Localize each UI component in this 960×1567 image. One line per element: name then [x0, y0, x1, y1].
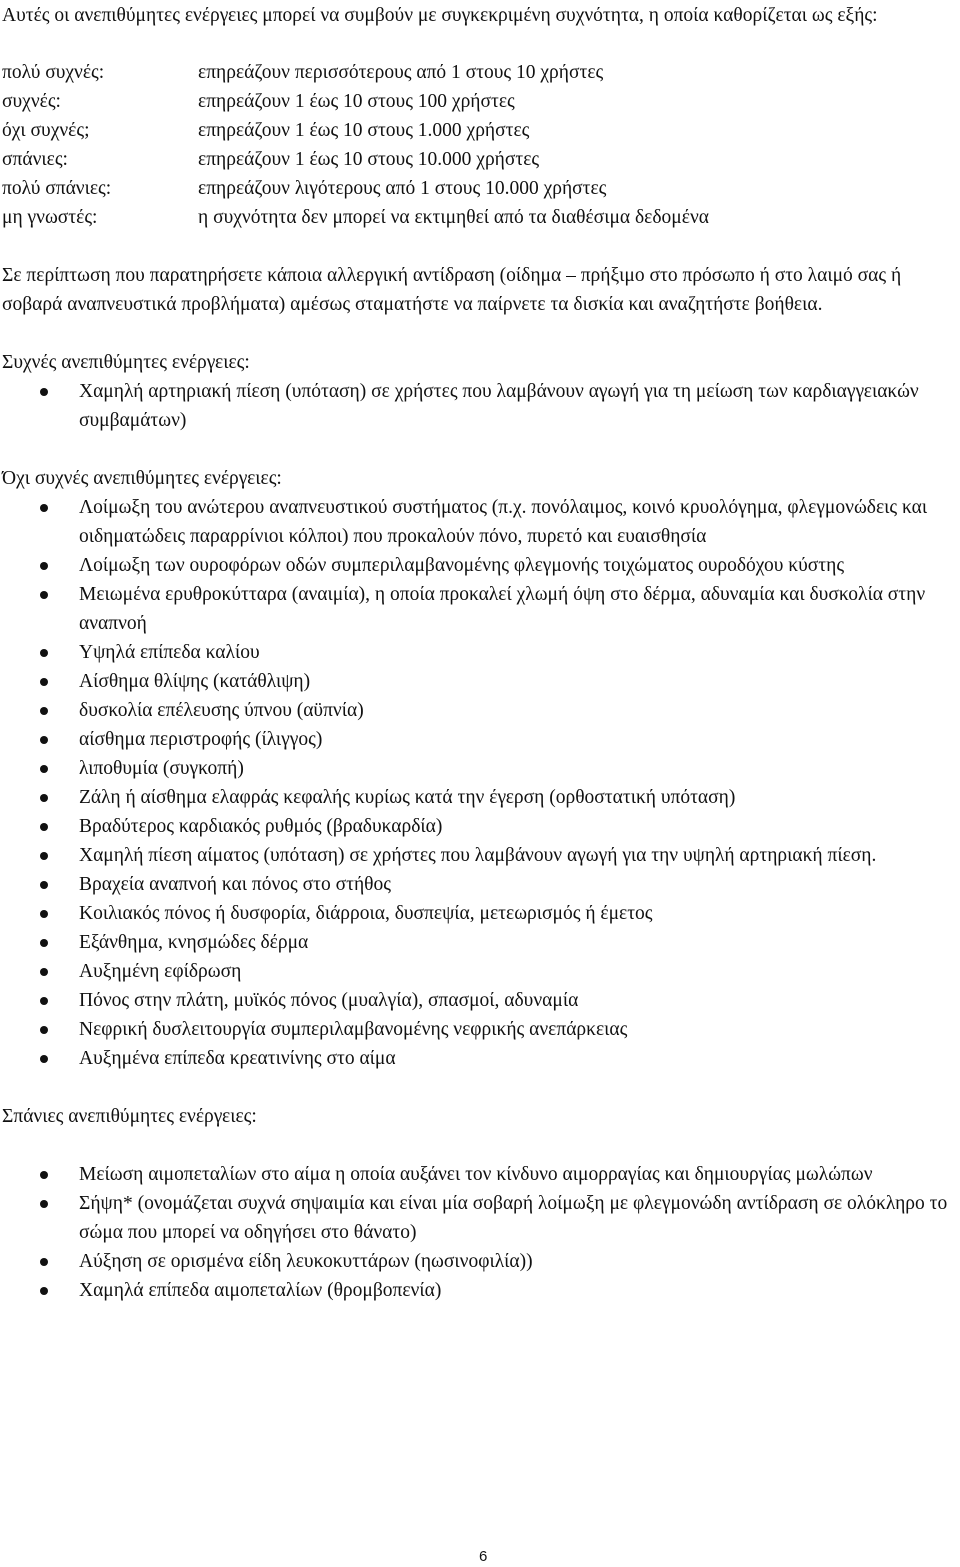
- frequency-table: [2, 58, 957, 232]
- frequency-term: σπάνιες:: [2, 149, 68, 170]
- list-item: [2, 928, 957, 957]
- bullet-icon: [40, 910, 48, 918]
- bullet-icon: [40, 736, 48, 744]
- list-item: [2, 1247, 957, 1276]
- bullet-icon: [40, 1258, 48, 1266]
- bullet-icon: [40, 678, 48, 686]
- bullet-icon: [40, 1055, 48, 1063]
- list-item: [2, 986, 957, 1015]
- list-item: [2, 638, 957, 667]
- list-item-text: λιποθυμία (συγκοπή): [79, 758, 244, 779]
- frequency-term: συχνές:: [2, 91, 61, 112]
- bullet-icon: [40, 765, 48, 773]
- frequency-description: επηρεάζουν 1 έως 10 στους 10.000 χρήστες: [198, 149, 540, 170]
- frequency-description: επηρεάζουν 1 έως 10 στους 1.000 χρήστες: [198, 120, 530, 141]
- bullet-icon: [40, 997, 48, 1005]
- list-item-text: αίσθημα περιστροφής (ίλιγγος): [79, 729, 323, 750]
- document-page: [2, 1, 957, 1305]
- list-item: [2, 696, 957, 725]
- bullet-icon: [40, 1171, 48, 1179]
- list-item: [2, 754, 957, 783]
- frequency-row: [2, 203, 957, 232]
- list-item-text: Λοίμωξη του ανώτερου αναπνευστικού συστήματος (π.χ. πονόλαιμος, κοινό κρυολόγημα, φλεγμονώδεις και οιδηματώδεις παραρρίνιοι κόλποι) που προκαλούν πόνο, πυρετό και ευαισθησία: [79, 497, 928, 547]
- list-item: [2, 1044, 957, 1073]
- bullet-icon: [40, 562, 48, 570]
- list-item-text: Αυξημένα επίπεδα κρεατινίνης στο αίμα: [79, 1048, 396, 1069]
- bullet-icon: [40, 649, 48, 657]
- bullet-list: [2, 493, 957, 1073]
- list-item-text: Αυξημένη εφίδρωση: [79, 961, 242, 982]
- list-item-text: Μείωση αιμοπεταλίων στο αίμα η οποία αυξάνει τον κίνδυνο αιμορραγίας και δημιουργίας μωλώπων: [79, 1164, 873, 1185]
- bullet-icon: [40, 881, 48, 889]
- bullet-icon: [40, 504, 48, 512]
- list-item: [2, 870, 957, 899]
- bullet-icon: [40, 1026, 48, 1034]
- list-item-text: Υψηλά επίπεδα καλίου: [79, 642, 260, 663]
- list-item-text: Βραχεία αναπνοή και πόνος στο στήθος: [79, 874, 391, 895]
- frequency-row: [2, 116, 957, 145]
- frequency-row: [2, 174, 957, 203]
- section-heading: Συχνές ανεπιθύμητες ενέργειες:: [2, 352, 250, 373]
- frequency-description: η συχνότητα δεν μπορεί να εκτιμηθεί από τα διαθέσιμα δεδομένα: [198, 207, 709, 228]
- list-item: [2, 783, 957, 812]
- bullet-icon: [40, 852, 48, 860]
- frequency-row: [2, 145, 957, 174]
- section-heading: Σπάνιες ανεπιθύμητες ενέργειες:: [2, 1106, 257, 1127]
- rare-effects-section: [2, 1102, 957, 1305]
- list-item: [2, 812, 957, 841]
- bullet-icon: [40, 939, 48, 947]
- frequency-row: [2, 87, 957, 116]
- list-item: [2, 1276, 957, 1305]
- allergy-warning-paragraph: Σε περίπτωση που παρατηρήσετε κάποια αλλεργική αντίδραση (οίδημα – πρήξιμο στο πρόσωπο ή στο λαιμό σας ή σοβαρά αναπνευστικά προβλήματα) αμέσως σταματήστε να παίρνετε τα δισκία και αναζητήστε βοήθεια.: [2, 265, 902, 315]
- list-item-text: Χαμηλή αρτηριακή πίεση (υπόταση) σε χρήστες που λαμβάνουν αγωγή για τη μείωση των καρδιαγγειακών συμβαμάτων): [79, 381, 919, 431]
- list-item: [2, 377, 957, 435]
- frequency-description: επηρεάζουν 1 έως 10 στους 100 χρήστες: [198, 91, 515, 112]
- bullet-list: [2, 377, 957, 435]
- bullet-icon: [40, 591, 48, 599]
- list-item-text: Πόνος στην πλάτη, μυϊκός πόνος (μυαλγία), σπασμοί, αδυναμία: [79, 990, 579, 1011]
- list-item: [2, 1189, 957, 1247]
- list-item-text: Λοίμωξη των ουροφόρων οδών συμπεριλαμβανομένης φλεγμονής τοιχώματος ουροδόχου κύστης: [79, 555, 845, 576]
- bullet-icon: [40, 1200, 48, 1208]
- bullet-icon: [40, 1287, 48, 1295]
- list-item: [2, 1160, 957, 1189]
- bullet-icon: [40, 968, 48, 976]
- frequency-term: πολύ σπάνιες:: [2, 178, 112, 199]
- bullet-icon: [40, 388, 48, 396]
- list-item: [2, 957, 957, 986]
- list-item: [2, 725, 957, 754]
- common-effects-section: [2, 348, 957, 435]
- list-item: [2, 551, 957, 580]
- frequency-term: πολύ συχνές:: [2, 62, 105, 83]
- list-item: [2, 493, 957, 551]
- list-item-text: Ζάλη ή αίσθημα ελαφράς κεφαλής κυρίως κατά την έγερση (ορθοστατική υπόταση): [79, 787, 736, 808]
- frequency-row: [2, 58, 957, 87]
- frequency-term: μη γνωστές:: [2, 207, 98, 228]
- frequency-term: όχι συχνές;: [2, 120, 90, 141]
- list-item-text: Κοιλιακός πόνος ή δυσφορία, διάρροια, δυσπεψία, μετεωρισμός ή έμετος: [79, 903, 653, 924]
- list-item-text: δυσκολία επέλευσης ύπνου (αϋπνία): [79, 700, 364, 721]
- list-item: [2, 899, 957, 928]
- list-item: [2, 1015, 957, 1044]
- list-item-text: Αίσθημα θλίψης (κατάθλιψη): [79, 671, 311, 692]
- page-number: 6: [479, 1548, 488, 1565]
- section-heading: Όχι συχνές ανεπιθύμητες ενέργειες:: [2, 468, 282, 489]
- bullet-icon: [40, 707, 48, 715]
- bullet-list: [2, 1160, 957, 1305]
- list-item-text: Χαμηλά επίπεδα αιμοπεταλίων (θρομβοπενία): [79, 1280, 442, 1301]
- frequency-description: επηρεάζουν λιγότερους από 1 στους 10.000 χρήστες: [198, 178, 607, 199]
- uncommon-effects-section: [2, 464, 957, 1073]
- list-item: [2, 841, 957, 870]
- list-item: [2, 580, 957, 638]
- bullet-icon: [40, 794, 48, 802]
- list-item-text: Εξάνθημα, κνησμώδες δέρμα: [79, 932, 309, 953]
- list-item-text: Χαμηλή πίεση αίματος (υπόταση) σε χρήστες που λαμβάνουν αγωγή για την υψηλή αρτηριακή πίεση.: [79, 845, 877, 866]
- list-item-text: Μειωμένα ερυθροκύτταρα (αναιμία), η οποία προκαλεί χλωμή όψη στο δέρμα, αδυναμία και δυσκολία στην αναπνοή: [79, 584, 926, 634]
- intro-paragraph: Αυτές οι ανεπιθύμητες ενέργειες μπορεί να συμβούν με συγκεκριμένη συχνότητα, η οποία καθορίζεται ως εξής:: [2, 5, 878, 26]
- frequency-description: επηρεάζουν περισσότερους από 1 στους 10 χρήστες: [198, 62, 604, 83]
- list-item-text: Αύξηση σε ορισμένα είδη λευκοκυττάρων (ηωσινοφιλία)): [79, 1251, 533, 1272]
- list-item-text: Σήψη* (ονομάζεται συχνά σηψαιμία και είναι μία σοβαρή λοίμωξη με φλεγμονώδη αντίδραση σε ολόκληρο το σώμα που μπορεί να οδηγήσει στο θάνατο): [79, 1193, 948, 1243]
- list-item: [2, 667, 957, 696]
- list-item-text: Νεφρική δυσλειτουργία συμπεριλαμβανομένης νεφρικής ανεπάρκειας: [79, 1019, 628, 1040]
- list-item-text: Βραδύτερος καρδιακός ρυθμός (βραδυκαρδία): [79, 816, 443, 837]
- bullet-icon: [40, 823, 48, 831]
